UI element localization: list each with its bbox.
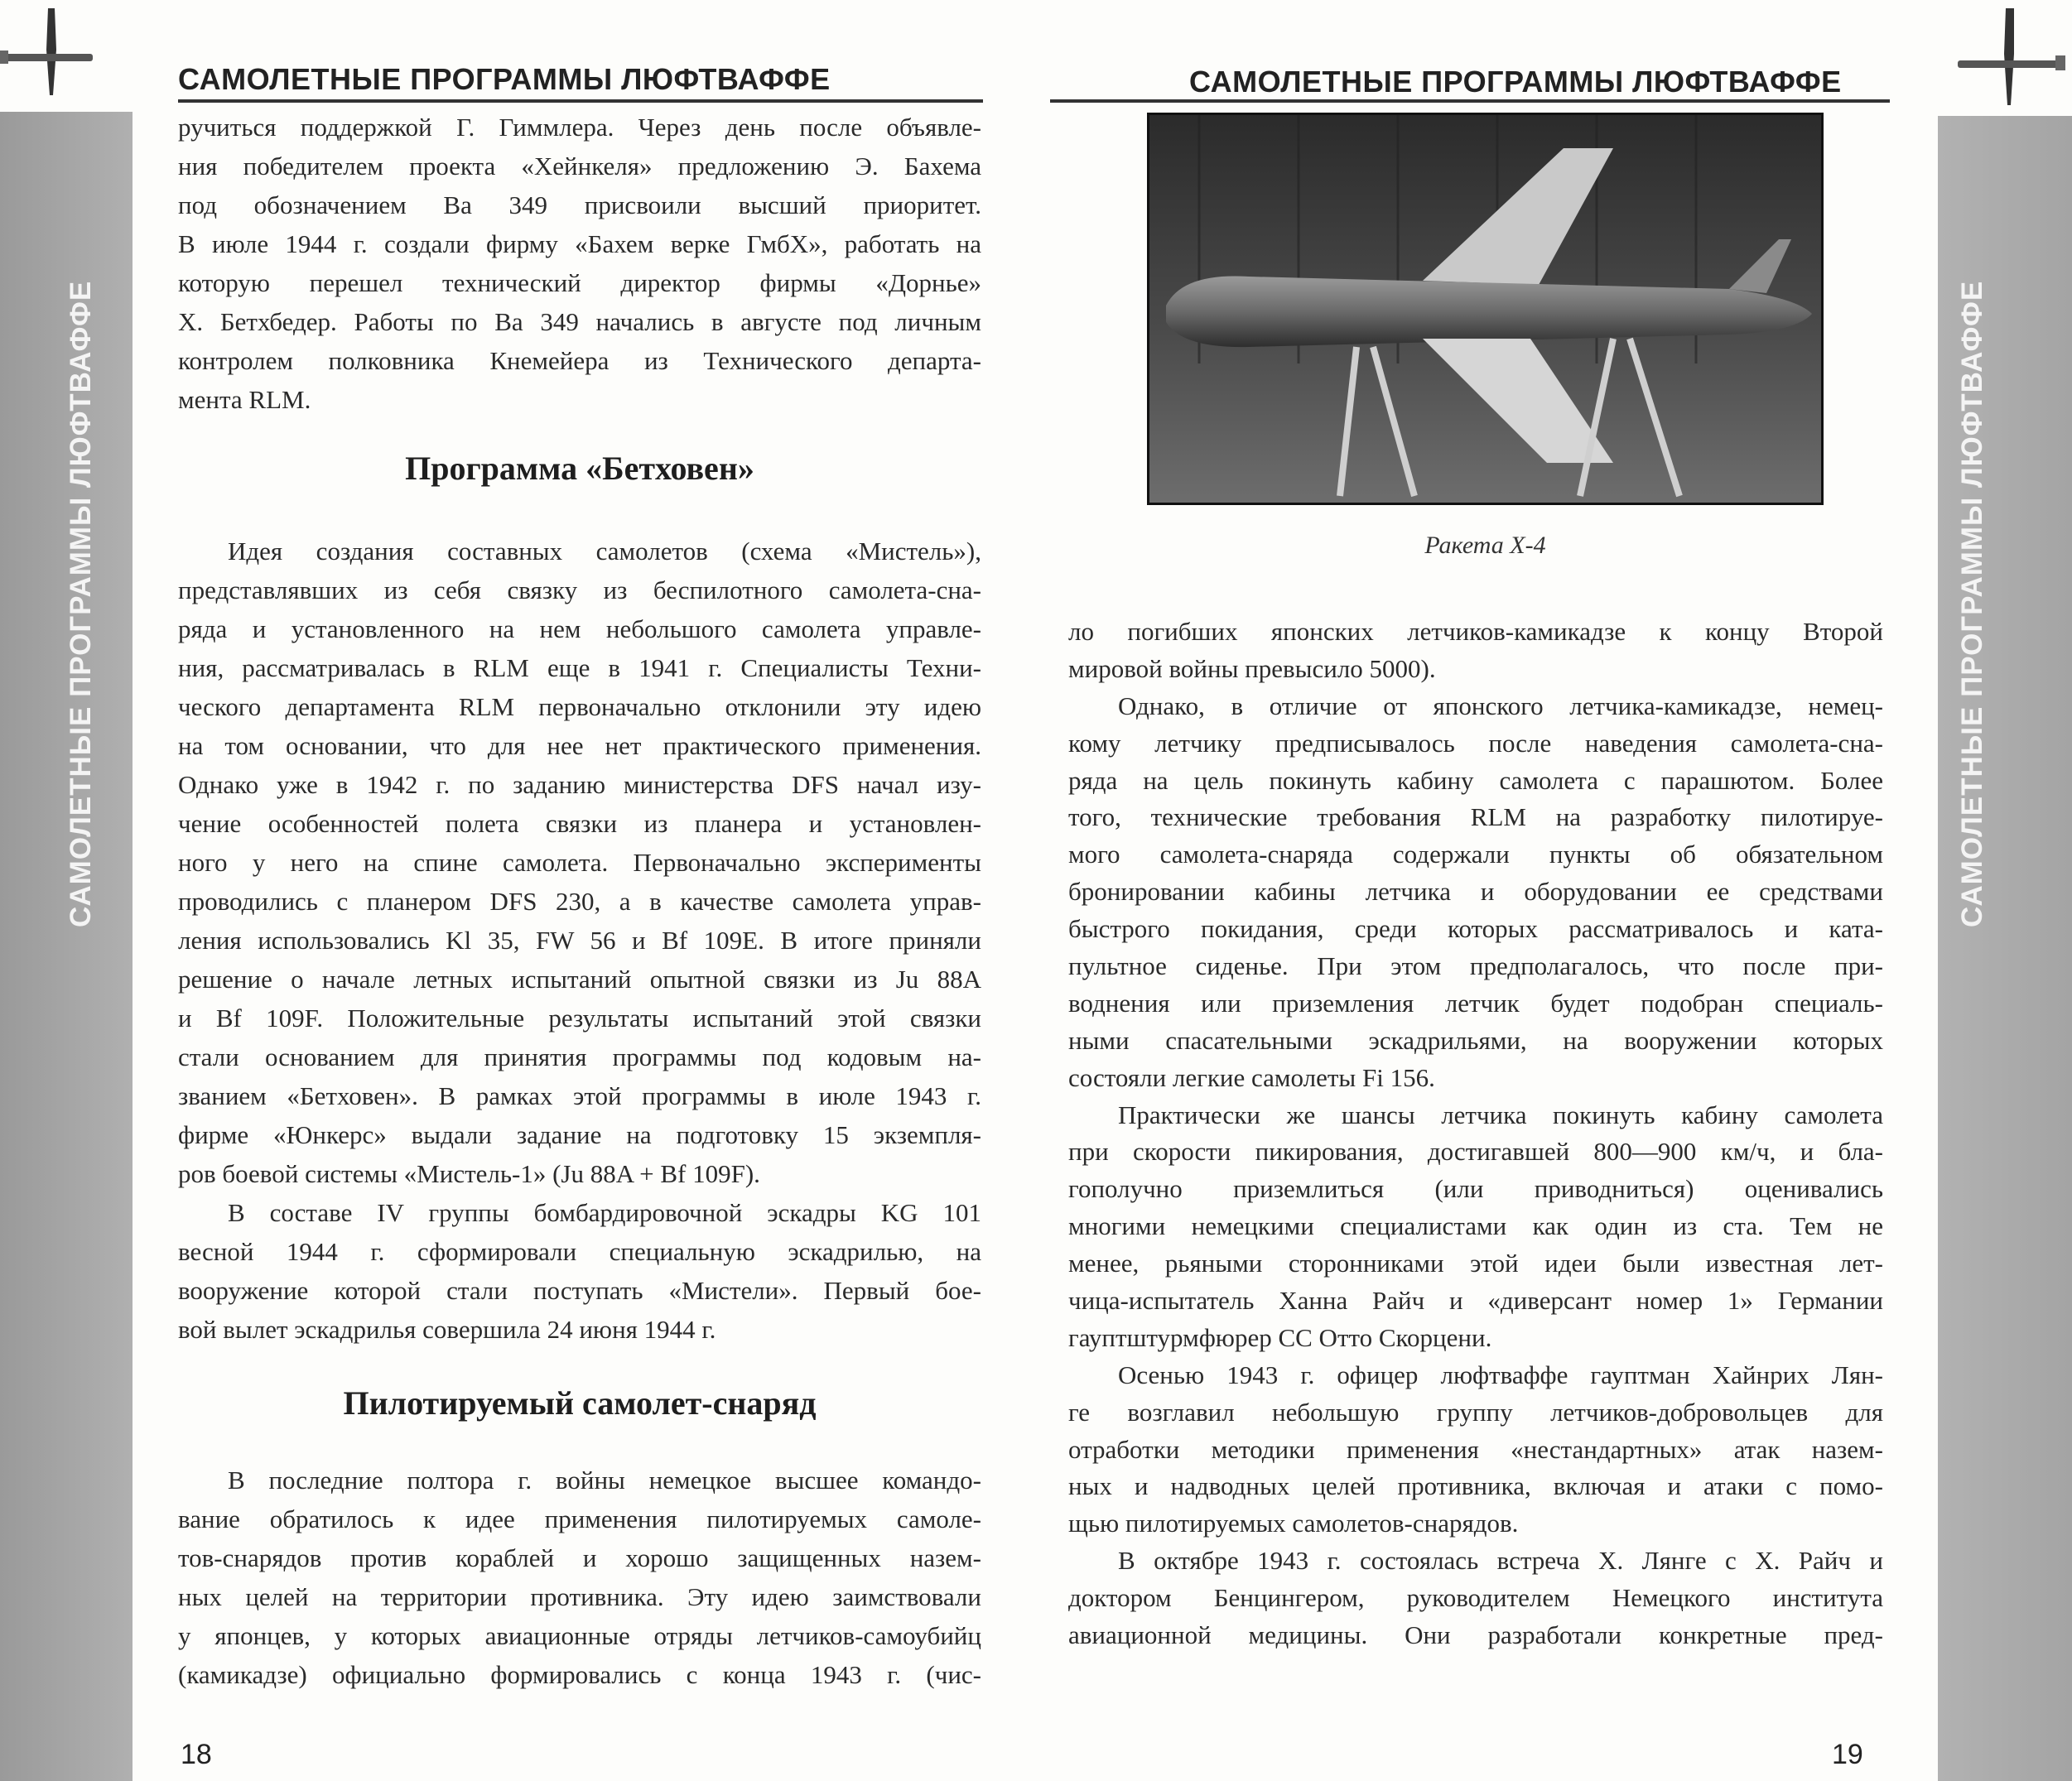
- text-line: которую перешел технический директор фирмы «Дорнье»: [178, 268, 981, 297]
- text-line: ных и надводных целей противника, включая и атаки с помо-: [1068, 1471, 1883, 1501]
- side-tab-right: [1938, 116, 2072, 1781]
- text-line: Практически же шансы летчика покинуть кабину самолета: [1118, 1100, 1883, 1129]
- text-line: Осенью 1943 г. офицер люфтваффе гауптман Хайнрих Лян-: [1118, 1360, 1883, 1389]
- text-line: ного у него на спине самолета. Первоначально эксперименты: [178, 848, 981, 877]
- text-line: В составе IV группы бомбардировочной эскадры KG 101: [228, 1198, 981, 1227]
- text-line: ния победителем проекта «Хейнкеля» предложению Э. Бахема: [178, 152, 981, 181]
- text-line: представлявших из себя связку из беспилотного самолета-сна-: [178, 575, 981, 604]
- header-rule: [178, 99, 983, 103]
- page-number-right: 19: [1832, 1739, 1863, 1770]
- text-line: гауптштурмфюрер СС Отто Скорцени.: [1068, 1322, 1492, 1352]
- x4-missile-photo-image: [1149, 115, 1821, 503]
- text-line: ряда и установленного на нем небольшого самолета управле-: [178, 614, 981, 643]
- text-line: и Bf 109F. Положительные результаты испытаний этой связки: [178, 1004, 981, 1032]
- text-line: щью пилотируемых самолетов-снарядов.: [1068, 1509, 1519, 1538]
- text-line: ления использовались Kl 35, FW 56 и Bf 109E. В итоге приняли: [178, 926, 981, 955]
- text-line: быстрого покидания, среди которых рассматривалось и ката-: [1068, 914, 1883, 944]
- text-line: при скорости пикирования, достигавшей 800—900 км/ч, и бла-: [1068, 1137, 1883, 1167]
- text-line: Х. Бетхбедер. Работы по Ba 349 начались в августе под личным: [178, 307, 981, 336]
- text-line: В июле 1944 г. создали фирму «Бахем верке ГмбХ», работать на: [178, 229, 981, 258]
- text-line: ручиться поддержкой Г. Гиммлера. Через день после объявле-: [178, 113, 981, 142]
- text-line: мого самолета-снаряда содержали пункты об обязательном: [1068, 840, 1883, 869]
- text-line: ров боевой системы «Мистель-1» (Ju 88A + Bf 109F).: [178, 1159, 760, 1188]
- text-line: отработки методики применения «нестандартных» атак назем-: [1068, 1434, 1883, 1464]
- page-number-left: 18: [181, 1739, 212, 1770]
- text-line: званием «Бетховен». В рамках этой программы в июле 1943 г.: [178, 1081, 981, 1110]
- text-line: проводились с планером DFS 230, а в качестве самолета управ-: [178, 887, 981, 916]
- text-line: Однако уже в 1942 г. по заданию министерства DFS начал изу-: [178, 770, 981, 799]
- side-tab-left: [0, 112, 133, 1781]
- text-line: весной 1944 г. сформировали специальную эскадрилью, на: [178, 1237, 981, 1266]
- text-line: авиационной медицины. Они разработали конкретные пред-: [1068, 1620, 1883, 1650]
- section-heading-piloted-missile: Пилотируемый самолет-снаряд: [343, 1384, 817, 1422]
- section-piloted-missile-text: [178, 1461, 981, 1694]
- text-line: решение о начале летных испытаний опытной связки из Ju 88A: [178, 965, 981, 994]
- text-line: мента RLM.: [178, 385, 311, 414]
- text-line: (камикадзе) официально формировались с конца 1943 г. (чис-: [178, 1660, 981, 1689]
- text-line: вой вылет эскадрилья совершила 24 июня 1944 г.: [178, 1315, 716, 1344]
- photo-x4-missile: [1147, 113, 1824, 505]
- text-line: на том основании, что для нее нет практического применения.: [178, 731, 981, 760]
- text-line: мировой войны превысило 5000).: [1068, 653, 1436, 683]
- section-beethoven-text: [178, 532, 981, 1349]
- text-line: многими немецкими специалистами как один из ста. Тем не: [1068, 1211, 1883, 1241]
- plane-silhouette-icon: [1956, 4, 2068, 108]
- text-line: у японцев, у которых авиационные отряды летчиков-самоубийц: [178, 1621, 981, 1650]
- text-line: ния, рассматривалась в RLM еще в 1941 г. Специалисты Техни-: [178, 653, 981, 682]
- text-line: менее, рьяными сторонниками этой идеи были известная лет-: [1068, 1249, 1883, 1278]
- text-line: кому летчику предписывалось после наведения самолета-сна-: [1068, 728, 1883, 758]
- header-rule: [1050, 99, 1890, 103]
- text-line: контролем полковника Кнемейера из Технического департа-: [178, 346, 981, 375]
- text-line: Однако, в отличие от японского летчика-камикадзе, немец-: [1118, 691, 1883, 720]
- side-tab-label: САМОЛЕТНЫЕ ПРОГРАММЫ ЛЮФТВАФФЕ: [65, 280, 97, 927]
- plane-silhouette-icon: [0, 4, 99, 99]
- text-line: под обозначением Ba 349 присвоили высший приоритет.: [178, 190, 981, 219]
- text-line: ряда на цель покинуть кабину самолета с парашютом. Более: [1068, 765, 1883, 795]
- text-line: бронировании кабины летчика и оборудовании ее средствами: [1068, 877, 1883, 907]
- text-line: пультное сиденье. При этом предполагалось, что после при-: [1068, 951, 1883, 981]
- text-line: вание обратилось к идее применения пилотируемых самоле-: [178, 1504, 981, 1533]
- photo-caption: Ракета X-4: [1424, 532, 1546, 559]
- text-line: стали основанием для принятия программы под кодовым на-: [178, 1042, 981, 1071]
- text-line: тов-снарядов против кораблей и хорошо защищенных назем-: [178, 1543, 981, 1572]
- text-line: состояли легкие самолеты Fi 156.: [1068, 1062, 1435, 1092]
- text-line: ных целей на территории противника. Эту идею заимствовали: [178, 1582, 981, 1611]
- text-line: доктором Бенцингером, руководителем Немецкого института: [1068, 1583, 1883, 1613]
- running-head-left: САМОЛЕТНЫЕ ПРОГРАММЫ ЛЮФТВАФФЕ: [178, 62, 831, 96]
- text-line: вооружение которой стали поступать «Мистели». Первый бое-: [178, 1276, 981, 1305]
- section-heading-beethoven: Программа «Бетховен»: [405, 450, 754, 487]
- text-line: ческого департамента RLM первоначально отклонили эту идею: [178, 692, 981, 721]
- text-line: ными спасательными эскадрильями, на вооружении которых: [1068, 1025, 1883, 1055]
- text-line: чица-испытатель Ханна Райч и «диверсант номер 1» Германии: [1068, 1286, 1883, 1316]
- text-line: чение особенностей полета связки из планера и установлен-: [178, 809, 981, 838]
- text-line: гополучно приземлиться (или приводниться) оценивались: [1068, 1174, 1883, 1204]
- text-line: В последние полтора г. войны немецкое высшее командо-: [228, 1466, 981, 1495]
- running-head-right: САМОЛЕТНЫЕ ПРОГРАММЫ ЛЮФТВАФФЕ: [1189, 65, 1842, 99]
- intro-paragraph: [178, 108, 981, 419]
- side-tab-label: САМОЛЕТНЫЕ ПРОГРАММЫ ЛЮФТВАФФЕ: [1956, 280, 1988, 927]
- right-page-text: [1068, 614, 1883, 1654]
- text-line: ло погибших японских летчиков-камикадзе к концу Второй: [1068, 617, 1883, 646]
- text-line: воднения или приземления летчик будет подобран специаль-: [1068, 988, 1883, 1018]
- text-line: фирме «Юнкерс» выдали задание на подготовку 15 экземпля-: [178, 1120, 981, 1149]
- text-line: ге возглавил небольшую группу летчиков-добровольцев для: [1068, 1397, 1883, 1427]
- text-line: Идея создания составных самолетов (схема «Мистель»),: [228, 537, 981, 566]
- text-line: того, технические требования RLM на разработку пилотируе-: [1068, 802, 1883, 832]
- text-line: В октябре 1943 г. состоялась встреча Х. Лянге с Х. Райч и: [1118, 1546, 1883, 1576]
